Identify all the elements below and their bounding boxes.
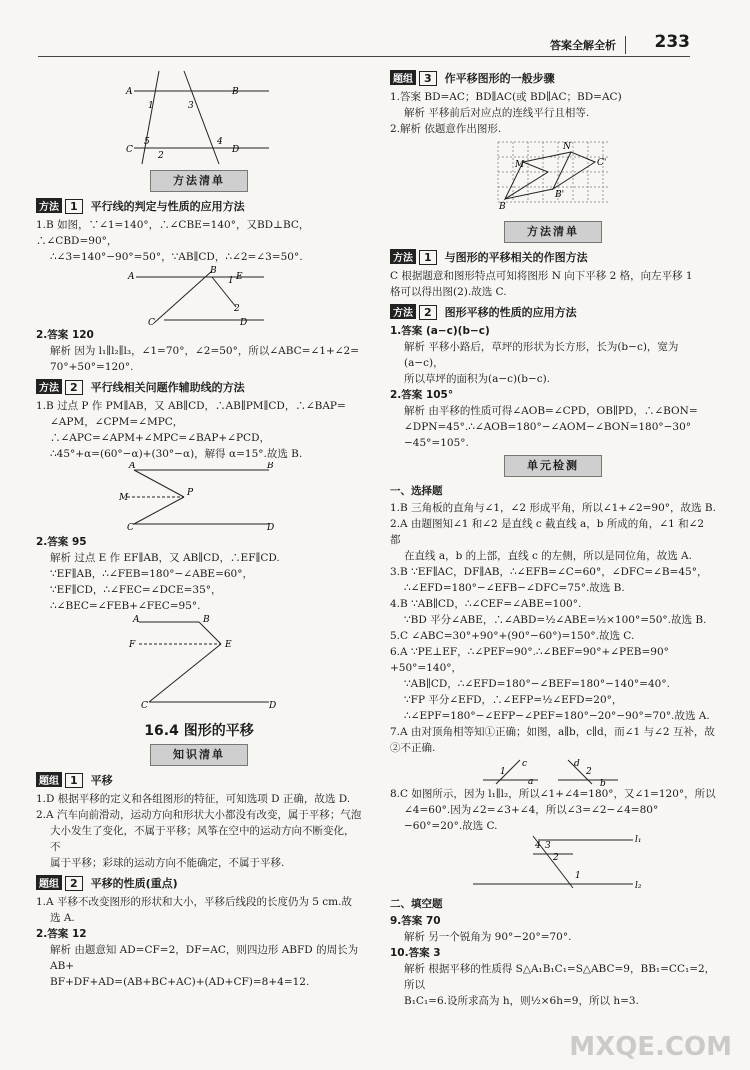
text-line: 1.答案 (a−c)(b−c) (390, 325, 490, 337)
text-line: ∠DPN=45°.∴∠AOB=180°−∠AOM−∠BON=180°−30°−45°=105°. (404, 421, 692, 449)
text-line: 2.解析 依题意作出图形. (390, 123, 502, 135)
text-line: 解析 另一个锐角为 90°−20°=70°. (404, 931, 572, 943)
group-2-heading: 题组 2 平移的性质(重点) (36, 875, 362, 891)
text-line: ∠4=60°.因为∠2=∠3+∠4，所以∠3=∠2−∠4=80°−60°=20°.故选 C. (404, 804, 659, 832)
text-line: ∠APM，∠CPM=∠MPC，∴∠APC=∠APM+∠MPC=∠BAP+∠PCD， (50, 416, 270, 444)
svg-text:A: A (133, 615, 140, 625)
header-divider (625, 36, 626, 54)
text-line: 1.D 根据平移的定义和各组图形的特征，可知选项 D 正确，故选 D. (36, 793, 351, 805)
grid-translation-figure (493, 137, 613, 217)
right-column (390, 66, 716, 1009)
svg-text:4: 4 (217, 137, 223, 147)
svg-text:D: D (269, 701, 277, 710)
svg-text:P: P (187, 488, 194, 498)
svg-text:l₁: l₁ (635, 835, 642, 845)
svg-text:A: A (129, 462, 136, 471)
text-line: 解析 根据平移的性质得 S△A₁B₁C₁=S△ABC=9，BB₁=CC₁=2，所以 (404, 963, 716, 991)
svg-text:C: C (127, 523, 134, 533)
text-line: 6.A ∵PE⊥EF，∴∠PEF=90°.∴∠BEF=90°+∠PEB=90°+50°=140°， (390, 646, 669, 674)
text-line: 7.A 由对顶角相等知①正确；如图，a∥b，c∥d，而∠1 与∠2 互补，故 (390, 726, 715, 738)
svg-text:E: E (236, 272, 243, 282)
text-line: BF+DF+AD=(AB+BC+AC)+(AD+CF)=8+4=12. (50, 976, 310, 988)
angle-pair-figure (468, 756, 638, 786)
text-line: ②不正确. (390, 742, 436, 754)
text-line: 2.答案 95 (36, 536, 87, 548)
svg-text:B: B (203, 615, 210, 625)
svg-text:C': C' (597, 158, 607, 168)
svg-text:D: D (267, 523, 275, 533)
text-line: ∴∠3=140°−90°=50°，∵AB∥CD，∴∠2=∠3=50°. (50, 251, 303, 263)
text-line: 1.A 平移不改变图形的形状和大小，平移后线段的长度仍为 5 cm.故 (36, 896, 352, 908)
svg-text:E: E (225, 640, 232, 650)
text-line: 大小发生了变化，不属于平移；风筝在空中的运动方向不断变化，不 (50, 825, 355, 853)
svg-text:M: M (119, 493, 129, 503)
unit-test-banner: 单元检测 (504, 455, 602, 477)
group-3-heading: 题组 3 作平移图形的一般步骤 (390, 70, 716, 86)
text-line: 2.答案 12 (36, 928, 87, 940)
svg-text:d: d (574, 759, 580, 769)
header-label: 答案全解全析 (550, 39, 616, 52)
text-line: 格可以得出图(2).故选 C. (390, 286, 507, 298)
svg-text:B: B (499, 202, 506, 212)
svg-text:C: C (126, 145, 133, 155)
method-list-banner: 方法清单 (150, 170, 248, 192)
text-line: 1.B 过点 P 作 PM∥AB，又 AB∥CD，∴AB∥PM∥CD，∴∠BAP= (36, 400, 346, 412)
svg-text:B': B' (555, 190, 565, 200)
text-line: 2.A 由题图知∠1 和∠2 是直线 c 截直线 a，b 所成的角，∠1 和∠2 都 (390, 518, 705, 546)
text-line: 10.答案 3 (390, 947, 441, 959)
text-line: 2.答案 105° (390, 389, 454, 401)
svg-text:5: 5 (144, 137, 150, 147)
svg-text:2: 2 (586, 767, 592, 777)
text-line: ∴45°+α=(60°−α)+(30°−α)，解得 α=15°.故选 B. (50, 448, 303, 460)
text-line: 解析 过点 E 作 EF∥AB，又 AB∥CD，∴EF∥CD. (50, 552, 280, 564)
svg-text:D: D (240, 318, 248, 327)
text-line: 在直线 a，b 的上部，直线 c 的左侧，所以是同位角，故选 A. (404, 550, 692, 562)
svg-text:2: 2 (158, 151, 164, 161)
method-2-heading: 方法 2 平行线相关问题作辅助线的方法 (36, 379, 362, 395)
text-line: 4.B ∵AB∥CD，∴∠CEF=∠ABE=100°. (390, 598, 582, 610)
text-line: 1.B 三角板的直角与∠1，∠2 形成平角，所以∠1+∠2=90°，故选 B. (390, 502, 716, 514)
text-line: 属于平移；彩球的运动方向不能确定，不属于平移. (50, 857, 285, 869)
svg-text:1: 1 (228, 276, 234, 286)
svg-text:D: D (232, 145, 240, 155)
svg-text:b: b (600, 779, 606, 786)
text-line: 解析 由题意知 AD=CF=2，DF=AC，则四边形 ABFD 的周长为 AB+ (50, 944, 359, 972)
text-line: ∴∠EPF=180°−∠EFP−∠PEF=180°−20°−90°=70°.故选 A. (404, 710, 710, 722)
text-line: 解析 由平移的性质可得∠AOB=∠CPD，OB∥PD，∴∠BON= (404, 405, 698, 417)
knowledge-list-banner: 知识清单 (150, 744, 248, 766)
text-line: C 根据题意和图形特点可知将图形 N 向下平移 2 格，向左平移 1 (390, 270, 693, 282)
svg-text:A: A (128, 272, 135, 282)
text-line: 5.C ∠ABC=30°+90°+(90°−60°)=150°.故选 C. (390, 630, 635, 642)
svg-text:C: C (141, 701, 148, 710)
text-line: 70°+50°=120°. (50, 361, 134, 373)
svg-text:B: B (267, 462, 274, 471)
svg-text:1: 1 (148, 101, 154, 111)
svg-text:1: 1 (500, 767, 506, 777)
text-line: 选 A. (50, 912, 75, 924)
text-line: 解析 平移小路后，草坪的形状为长方形，长为(b−c)，宽为(a−c)， (404, 341, 679, 369)
svg-text:a: a (528, 777, 534, 786)
text-line: ∵EF∥AB，∴∠FEB=180°−∠ABE=60°， (50, 568, 253, 580)
svg-text:C: C (148, 318, 155, 327)
svg-text:F: F (129, 640, 136, 650)
text-line: 2.答案 120 (36, 329, 94, 341)
zigzag-figure-e (119, 614, 279, 710)
text-line: 1.B 如图，∵∠1=140°，∴∠CBE=140°，又BD⊥BC，∴∠CBD=90°， (36, 219, 310, 247)
text-line: 8.C 如图所示，因为 l₁∥l₂，所以∠1+∠4=180°，又∠1=120°，所以 (390, 788, 716, 800)
svg-text:N: N (563, 142, 571, 152)
zigzag-figure-p (119, 462, 279, 534)
left-column (36, 66, 362, 990)
text-line: 3.B ∵EF∥AC，DF∥AB，∴∠EFB=∠C=60°，∠DFC=∠B=45°， (390, 566, 708, 578)
text-line: 解析 平移前后对应点的连线平行且相等. (404, 107, 590, 119)
text-line: 2.A 汽车向前滑动，运动方向和形状大小都没有改变，属于平移；气泡 (36, 809, 362, 821)
text-line: ∴∠BEC=∠FEB+∠FEC=95°. (50, 600, 201, 612)
section-fill: 二、填空题 (390, 898, 443, 910)
method-1-heading: 方法 1 平行线的判定与性质的应用方法 (36, 198, 362, 214)
svg-text:2: 2 (553, 853, 559, 863)
section-choice: 一、选择题 (390, 485, 443, 497)
transversal-figure (463, 834, 643, 892)
text-line: ∴∠EFD=180°−∠EFB−∠DFC=75°.故选 B. (404, 582, 625, 594)
svg-text:1: 1 (575, 871, 581, 881)
text-line: ∵FP 平分∠EFD，∴∠EFP=½∠EFD=20°， (404, 694, 623, 706)
text-line: 1.答案 BD=AC；BD∥AC(或 BD∥AC；BD=AC) (390, 91, 622, 103)
text-line: ∵EF∥CD，∴∠FEC=∠DCE=35°， (50, 584, 222, 596)
parallel-lines-figure-2 (124, 265, 274, 327)
page-header (38, 32, 690, 57)
svg-text:B: B (232, 87, 239, 97)
svg-text:M: M (515, 160, 525, 170)
text-line: 所以草坪的面积为(a−c)(b−c). (404, 373, 551, 385)
svg-text:B: B (210, 266, 217, 276)
svg-text:2: 2 (234, 304, 240, 314)
svg-text:A: A (126, 87, 133, 97)
group-1-heading: 题组 1 平移 (36, 772, 362, 788)
right-method-2-heading: 方法 2 图形平移的性质的应用方法 (390, 304, 716, 320)
method-list-banner-right: 方法清单 (504, 221, 602, 243)
parallel-lines-figure-1 (124, 66, 274, 166)
text-line: 9.答案 70 (390, 915, 441, 927)
text-line: B₁C₁=6.设所求高为 h，则½×6h=9，所以 h=3. (404, 995, 639, 1007)
svg-text:c: c (522, 759, 528, 769)
right-method-1-heading: 方法 1 与图形的平移相关的作图方法 (390, 249, 716, 265)
svg-text:l₂: l₂ (635, 881, 642, 891)
section-title: 16.4 图形的平移 (144, 723, 254, 739)
page-number: 233 (654, 32, 690, 52)
svg-text:3: 3 (188, 101, 194, 111)
svg-text:3: 3 (545, 841, 551, 851)
text-line: ∵BD 平分∠ABE，∴∠ABD=½∠ABE=½×100°=50°.故选 B. (404, 614, 707, 626)
text-line: 解析 因为 l₁∥l₂∥l₃，∠1=70°，∠2=50°，所以∠ABC=∠1+∠2= (50, 345, 360, 357)
text-line: ∵AB∥CD，∴∠EFD=180°−∠BEF=180°−140°=40°. (404, 678, 670, 690)
watermark: MXQE.COM (569, 1032, 732, 1062)
svg-text:4: 4 (535, 841, 541, 851)
